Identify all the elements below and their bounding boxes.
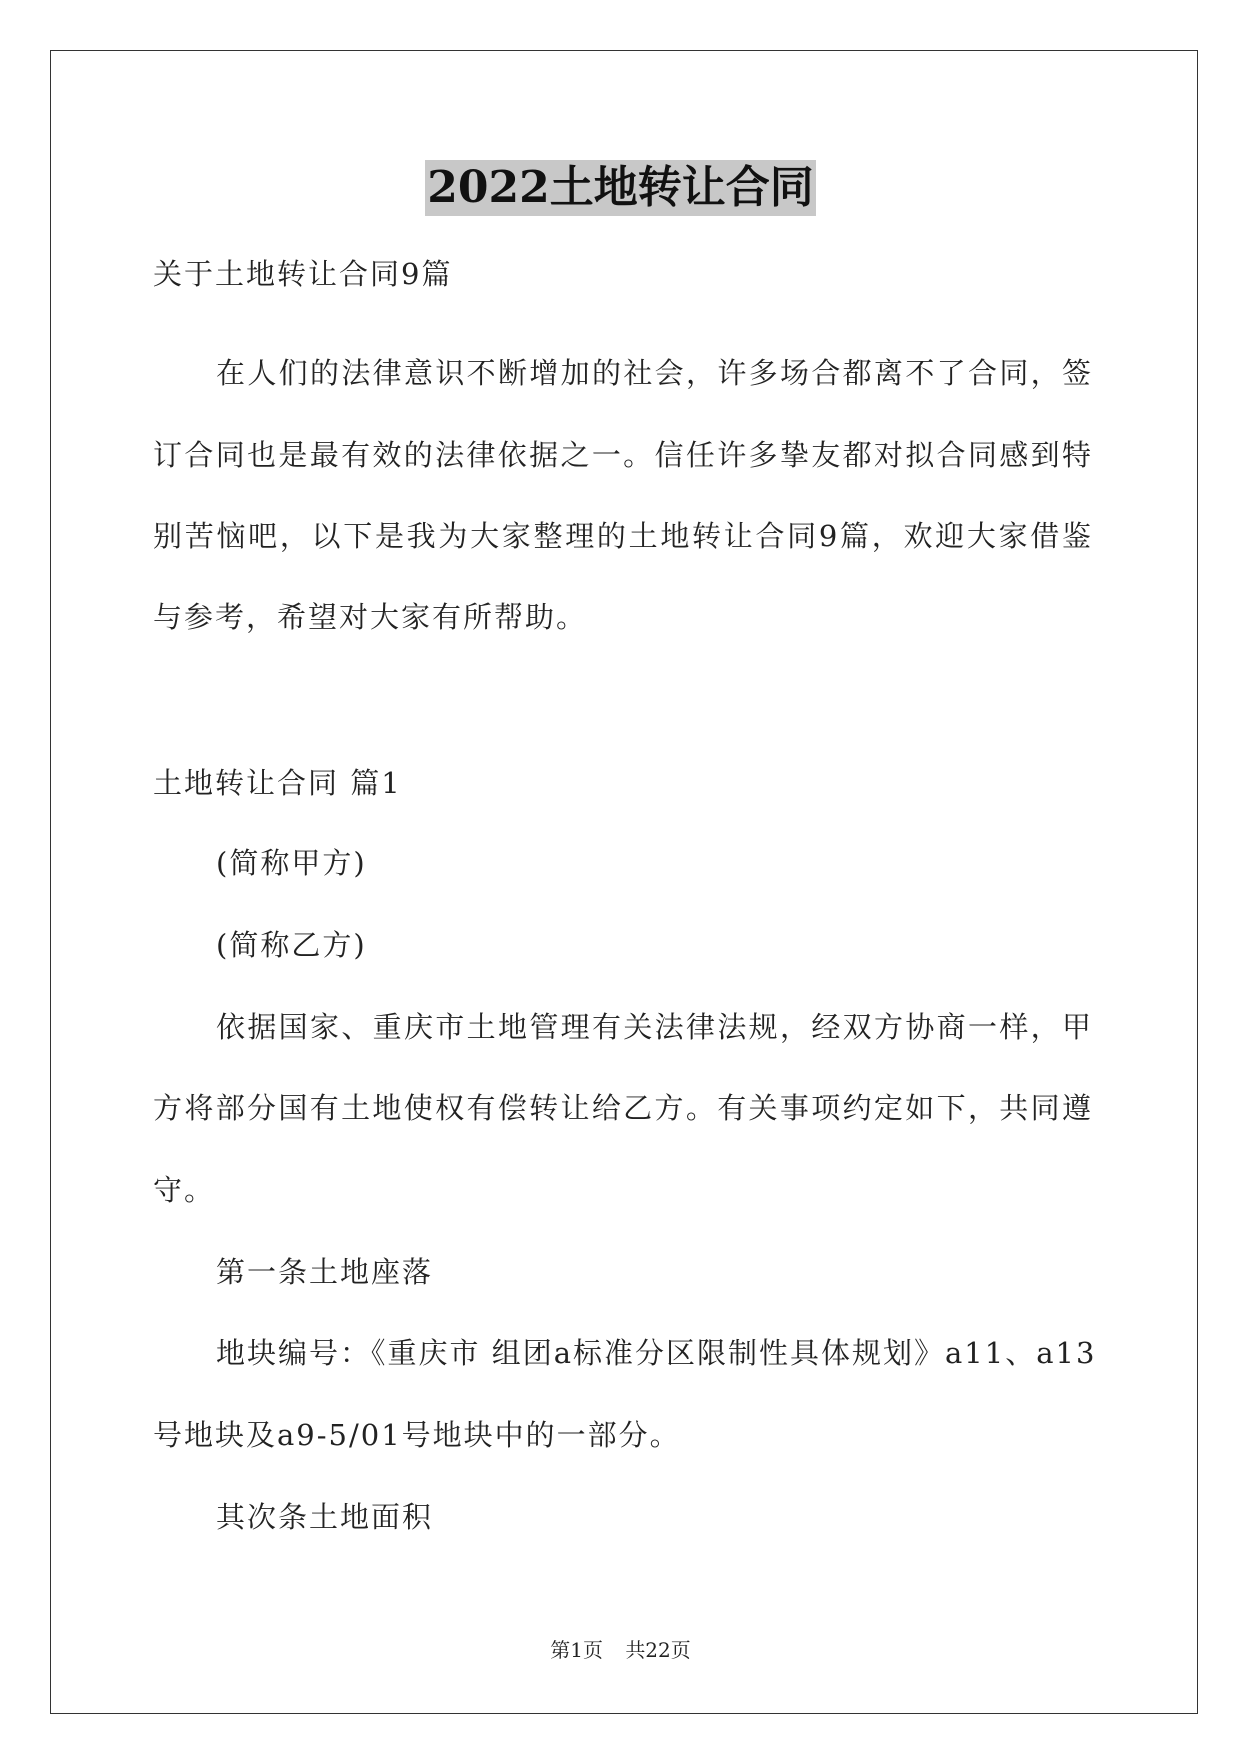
title-container <box>0 160 1241 216</box>
party-b-line: (简称乙方) <box>216 928 367 962</box>
intro-heading: 关于土地转让合同9篇 <box>153 257 453 291</box>
paragraph-line: 依据国家、重庆市土地管理有关法律法规，经双方协商一样，甲 <box>216 1010 1093 1044</box>
article-heading: 第一条土地座落 <box>216 1255 434 1289</box>
party-a-line: (简称甲方) <box>216 846 367 880</box>
paragraph-line: 别苦恼吧，以下是我为大家整理的土地转让合同9篇，欢迎大家借鉴 <box>153 519 1093 553</box>
section-heading: 土地转让合同 篇1 <box>153 766 402 800</box>
paragraph-line: 方将部分国有土地使权有偿转让给乙方。有关事项约定如下，共同遵 <box>153 1091 1093 1125</box>
page-footer <box>0 1634 1241 1663</box>
paragraph-line: 在人们的法律意识不断增加的社会，许多场合都离不了合同，签 <box>216 356 1093 390</box>
document-title: 2022土地转让合同 <box>425 160 815 216</box>
paragraph-line: 订合同也是最有效的法律依据之一。信任许多挚友都对拟合同感到特 <box>153 438 1093 472</box>
page-number: 第1页 <box>550 1638 603 1662</box>
paragraph-line: 守。 <box>153 1173 216 1207</box>
paragraph-line: 与参考，希望对大家有所帮助。 <box>153 600 588 634</box>
paragraph-line: 号地块及a9-5/01号地块中的一部分。 <box>153 1418 681 1452</box>
page-total: 共22页 <box>625 1638 691 1662</box>
paragraph-line: 地块编号：《重庆市 组团a标准分区限制性具体规划》a11、a13 <box>216 1336 1097 1370</box>
article-heading: 其次条土地面积 <box>216 1500 434 1534</box>
